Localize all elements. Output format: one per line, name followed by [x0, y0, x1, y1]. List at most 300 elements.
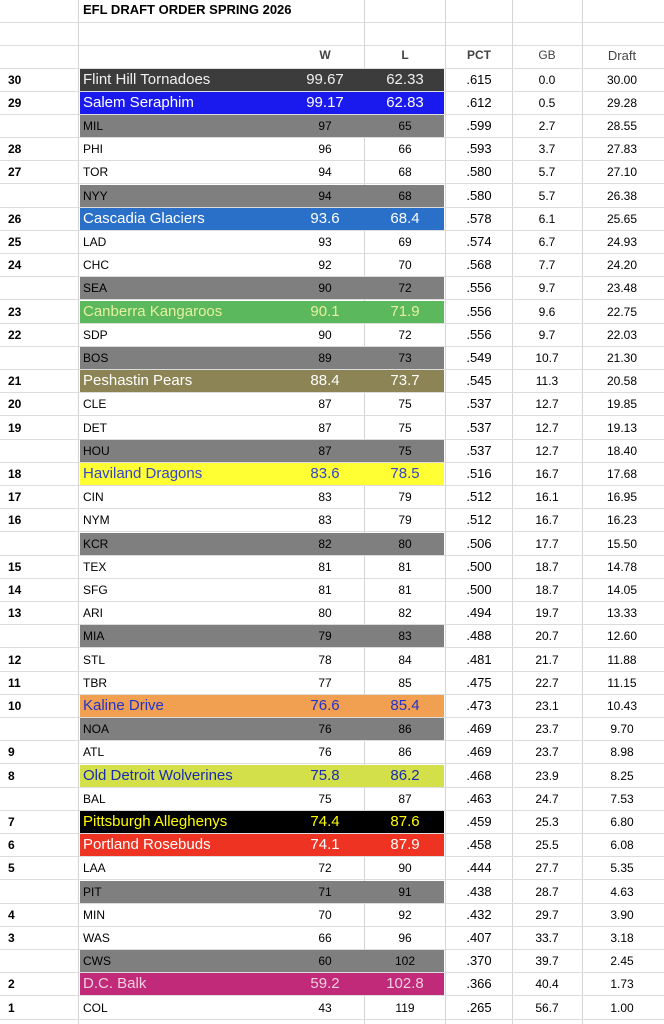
cell-w[interactable]: 94 — [318, 188, 332, 203]
cell-gb[interactable]: 27.7 — [535, 861, 559, 876]
cell-draft[interactable]: 11.15 — [607, 675, 637, 690]
cell-draft[interactable]: 23.48 — [606, 281, 638, 296]
cell-w[interactable]: 76 — [318, 745, 332, 760]
cell-pick[interactable] — [8, 185, 68, 207]
cell-pct[interactable]: .612 — [466, 94, 492, 110]
cell-draft[interactable]: 14.05 — [606, 582, 638, 597]
cell-pick[interactable]: 6 — [8, 838, 15, 853]
cell-l[interactable]: 86.2 — [390, 766, 420, 784]
cell-w[interactable]: 92 — [318, 258, 332, 273]
cell-team[interactable]: Canberra Kangaroos — [83, 302, 223, 320]
cell-gb[interactable]: 56.7 — [535, 1000, 559, 1015]
cell-gb[interactable]: 9.7 — [538, 281, 556, 296]
cell-pick[interactable]: 8 — [8, 768, 15, 783]
cell-gb[interactable]: 33.7 — [535, 930, 559, 945]
cell-w[interactable]: 83.6 — [310, 464, 340, 482]
cell-l[interactable]: 78.5 — [390, 464, 420, 482]
cell-team[interactable]: SEA — [83, 281, 108, 296]
cell-gb[interactable]: 23.7 — [535, 722, 559, 737]
cell-pick[interactable]: 13 — [8, 606, 22, 621]
cell-w[interactable]: 81 — [318, 582, 332, 597]
cell-l[interactable]: 87.9 — [390, 836, 420, 854]
cell-pick[interactable]: 1 — [8, 1000, 15, 1015]
sheet-title[interactable]: EFL DRAFT ORDER SPRING 2026 — [83, 2, 292, 17]
cell-draft[interactable]: 4.63 — [610, 884, 634, 899]
cell-pct[interactable]: .537 — [466, 396, 492, 412]
cell-w[interactable]: 76.6 — [310, 696, 340, 714]
cell-draft[interactable]: 12.60 — [606, 629, 638, 644]
cell-pct[interactable]: .516 — [466, 465, 492, 481]
cell-w[interactable]: 94 — [318, 165, 332, 180]
cell-gb[interactable]: 12.7 — [535, 397, 559, 412]
cell-draft[interactable]: 22.75 — [606, 304, 638, 319]
cell-w[interactable]: 77 — [318, 675, 332, 690]
cell-w[interactable]: 43 — [318, 1000, 332, 1015]
cell-pct[interactable]: .556 — [466, 326, 492, 342]
cell-draft[interactable]: 20.58 — [606, 374, 638, 389]
cell-l[interactable]: 73 — [398, 350, 412, 365]
cell-l[interactable]: 75 — [398, 397, 412, 412]
cell-pick[interactable] — [8, 347, 68, 369]
cell-pick[interactable]: 11 — [8, 675, 21, 690]
cell-team[interactable]: D.C. Balk — [83, 975, 147, 993]
cell-gb[interactable]: 9.6 — [538, 304, 556, 319]
cell-w[interactable]: 83 — [318, 490, 332, 505]
cell-pick[interactable] — [8, 533, 68, 555]
cell-pick[interactable]: 7 — [8, 814, 15, 829]
cell-w[interactable]: 72 — [318, 861, 332, 876]
cell-l[interactable]: 91 — [398, 884, 412, 899]
header-l[interactable]: L — [401, 48, 409, 62]
cell-team[interactable]: PHI — [83, 142, 104, 157]
cell-pct[interactable]: .556 — [466, 280, 492, 296]
cell-pick[interactable]: 22 — [8, 327, 22, 342]
cell-l[interactable]: 82 — [398, 606, 412, 621]
cell-pct[interactable]: .458 — [466, 837, 492, 853]
cell-l[interactable]: 85.4 — [390, 696, 420, 714]
cell-pct[interactable]: .265 — [466, 999, 492, 1015]
cell-gb[interactable]: 28.7 — [535, 884, 559, 899]
cell-draft[interactable]: 30.00 — [606, 72, 638, 87]
cell-w[interactable]: 82 — [318, 536, 332, 551]
cell-pick[interactable]: 4 — [8, 907, 15, 922]
cell-pct[interactable]: .469 — [466, 744, 492, 760]
cell-pick[interactable] — [8, 718, 68, 740]
cell-gb[interactable]: 19.7 — [535, 606, 559, 621]
cell-gb[interactable]: 7.7 — [538, 258, 556, 273]
cell-gb[interactable]: 24.7 — [535, 791, 559, 806]
cell-gb[interactable]: 23.7 — [535, 745, 559, 760]
cell-pct[interactable]: .444 — [466, 860, 492, 876]
cell-pick[interactable] — [8, 115, 68, 137]
cell-team[interactable]: Haviland Dragons — [83, 464, 203, 482]
cell-draft[interactable]: 15.50 — [606, 536, 638, 551]
table-row — [0, 811, 664, 834]
cell-team[interactable]: NYY — [83, 188, 108, 203]
cell-gb[interactable]: 16.1 — [535, 490, 559, 505]
cell-pct[interactable]: .615 — [466, 71, 492, 87]
cell-l[interactable]: 69 — [398, 234, 412, 249]
cell-draft[interactable]: 10.43 — [606, 698, 638, 713]
cell-pick[interactable] — [8, 881, 68, 903]
cell-team[interactable]: MIN — [83, 907, 105, 922]
cell-l[interactable]: 87 — [398, 791, 412, 806]
cell-w[interactable]: 60 — [318, 954, 332, 969]
cell-pct[interactable]: .481 — [466, 651, 492, 667]
cell-pick[interactable]: 15 — [8, 559, 22, 574]
cell-team[interactable]: KCR — [83, 536, 109, 551]
cell-pct[interactable]: .500 — [466, 558, 492, 574]
cell-gb[interactable]: 22.7 — [535, 675, 559, 690]
cell-team[interactable]: ATL — [83, 745, 105, 760]
cell-l[interactable]: 92 — [398, 907, 412, 922]
cell-l[interactable]: 62.33 — [386, 70, 424, 88]
cell-team[interactable]: Peshastin Pears — [83, 372, 193, 390]
cell-pct[interactable]: .578 — [466, 210, 492, 226]
cell-w[interactable]: 87 — [318, 443, 332, 458]
cell-draft[interactable]: 11.88 — [607, 652, 637, 667]
cell-l[interactable]: 86 — [398, 722, 412, 737]
cell-team[interactable]: MIL — [83, 118, 104, 133]
cell-w[interactable]: 75 — [318, 791, 332, 806]
cell-pick[interactable]: 5 — [8, 861, 15, 876]
cell-draft[interactable]: 19.13 — [606, 420, 638, 435]
cell-l[interactable]: 87.6 — [390, 812, 420, 830]
cell-pick[interactable] — [8, 788, 68, 810]
cell-w[interactable]: 90 — [318, 327, 332, 342]
cell-l[interactable]: 72 — [398, 281, 412, 296]
cell-team[interactable]: Cascadia Glaciers — [83, 209, 205, 227]
cell-team[interactable]: BOS — [83, 350, 109, 365]
cell-draft[interactable]: 6.80 — [610, 814, 634, 829]
cell-team[interactable]: HOU — [83, 443, 110, 458]
cell-pct[interactable]: .500 — [466, 581, 492, 597]
cell-pick[interactable]: 30 — [8, 72, 22, 87]
cell-gb[interactable]: 16.7 — [535, 513, 559, 528]
cell-draft[interactable]: 24.93 — [606, 234, 638, 249]
cell-draft[interactable]: 1.00 — [610, 1000, 634, 1015]
cell-pick[interactable] — [8, 277, 68, 299]
cell-pct[interactable]: .438 — [466, 883, 492, 899]
cell-gb[interactable]: 10.7 — [535, 350, 559, 365]
cell-w[interactable]: 76 — [318, 722, 332, 737]
cell-team[interactable]: Flint Hill Tornadoes — [83, 70, 211, 88]
cell-pct[interactable]: .512 — [466, 489, 492, 505]
cell-gb[interactable]: 18.7 — [535, 582, 559, 597]
header-w[interactable]: W — [319, 48, 331, 62]
cell-l[interactable]: 81 — [398, 582, 412, 597]
cell-gb[interactable]: 5.7 — [538, 165, 556, 180]
cell-draft[interactable]: 6.08 — [610, 838, 634, 853]
cell-w[interactable]: 70 — [318, 907, 332, 922]
cell-w[interactable]: 93.6 — [310, 209, 340, 227]
cell-team[interactable]: CIN — [83, 490, 104, 505]
cell-pct[interactable]: .580 — [466, 164, 492, 180]
cell-draft[interactable]: 17.68 — [606, 466, 638, 481]
cell-pct[interactable]: .537 — [466, 442, 492, 458]
cell-w[interactable]: 74.4 — [310, 812, 340, 830]
cell-l[interactable]: 90 — [398, 861, 412, 876]
cell-team[interactable]: Portland Rosebuds — [83, 836, 211, 854]
cell-pick[interactable]: 29 — [8, 95, 22, 110]
cell-pick[interactable]: 14 — [8, 582, 22, 597]
cell-draft[interactable]: 14.78 — [606, 559, 638, 574]
cell-l[interactable]: 72 — [398, 327, 412, 342]
cell-pct[interactable]: .568 — [466, 257, 492, 273]
cell-w[interactable]: 96 — [318, 142, 332, 157]
cell-w[interactable]: 59.2 — [310, 975, 340, 993]
cell-pct[interactable]: .545 — [466, 373, 492, 389]
cell-pick[interactable]: 12 — [8, 652, 22, 667]
cell-pick[interactable]: 23 — [8, 304, 22, 319]
cell-pct[interactable]: .580 — [466, 187, 492, 203]
cell-draft[interactable]: 1.73 — [610, 977, 634, 992]
cell-l[interactable]: 119 — [395, 1000, 415, 1015]
cell-l[interactable]: 73.7 — [390, 372, 420, 390]
cell-team[interactable]: DET — [83, 420, 107, 435]
cell-pct[interactable]: .556 — [466, 303, 492, 319]
cell-w[interactable]: 93 — [318, 234, 332, 249]
cell-w[interactable]: 87 — [318, 420, 332, 435]
cell-gb[interactable]: 12.7 — [535, 443, 559, 458]
cell-pick[interactable]: 18 — [8, 466, 22, 481]
cell-gb[interactable]: 2.7 — [538, 118, 556, 133]
cell-pct[interactable]: .463 — [466, 790, 492, 806]
cell-draft[interactable]: 27.83 — [606, 142, 638, 157]
cell-pick[interactable]: 19 — [8, 420, 22, 435]
cell-pct[interactable]: .475 — [466, 674, 492, 690]
cell-team[interactable]: TOR — [83, 165, 109, 180]
cell-pick[interactable]: 24 — [8, 258, 22, 273]
cell-l[interactable]: 79 — [398, 490, 412, 505]
cell-l[interactable]: 66 — [398, 142, 412, 157]
cell-l[interactable]: 84 — [398, 652, 412, 667]
cell-w[interactable]: 80 — [318, 606, 332, 621]
cell-gb[interactable]: 6.7 — [538, 234, 556, 249]
cell-pick[interactable]: 20 — [8, 397, 22, 412]
cell-team[interactable]: LAA — [83, 861, 106, 876]
cell-w[interactable]: 75.8 — [310, 766, 340, 784]
cell-pick[interactable]: 27 — [8, 165, 22, 180]
cell-w[interactable]: 97 — [318, 118, 332, 133]
cell-gb[interactable]: 40.4 — [535, 977, 559, 992]
cell-team[interactable]: CLE — [83, 397, 107, 412]
cell-pct[interactable]: .574 — [466, 233, 492, 249]
cell-draft[interactable]: 7.53 — [610, 791, 634, 806]
cell-team[interactable]: Kaline Drive — [83, 696, 164, 714]
cell-l[interactable]: 68 — [398, 188, 412, 203]
cell-pick[interactable]: 25 — [8, 234, 22, 249]
cell-team[interactable]: Old Detroit Wolverines — [83, 766, 233, 784]
cell-draft[interactable]: 8.98 — [610, 745, 634, 760]
cell-draft[interactable]: 13.33 — [606, 606, 638, 621]
cell-draft[interactable]: 27.10 — [606, 165, 638, 180]
cell-w[interactable]: 87 — [318, 397, 332, 412]
cell-gb[interactable]: 0.0 — [538, 72, 556, 87]
header-pct[interactable]: PCT — [467, 48, 491, 62]
cell-gb[interactable]: 39.7 — [535, 954, 559, 969]
cell-draft[interactable]: 16.95 — [606, 490, 638, 505]
cell-draft[interactable]: 29.28 — [606, 95, 638, 110]
cell-draft[interactable]: 19.85 — [606, 397, 638, 412]
cell-team[interactable]: COL — [83, 1000, 108, 1015]
cell-pick[interactable]: 21 — [8, 374, 22, 389]
cell-gb[interactable]: 17.7 — [535, 536, 559, 551]
cell-draft[interactable]: 25.65 — [606, 211, 638, 226]
cell-l[interactable]: 71.9 — [390, 302, 420, 320]
cell-pct[interactable]: .469 — [466, 721, 492, 737]
cell-pick[interactable]: 26 — [8, 211, 22, 226]
cell-pct[interactable]: .593 — [466, 141, 492, 157]
cell-w[interactable]: 89 — [318, 350, 332, 365]
cell-team[interactable]: NOA — [83, 722, 110, 737]
cell-team[interactable]: TEX — [83, 559, 107, 574]
cell-gb[interactable]: 23.9 — [535, 768, 559, 783]
cell-draft[interactable]: 3.90 — [610, 907, 634, 922]
cell-pick[interactable]: 28 — [8, 142, 22, 157]
cell-pick[interactable]: 9 — [8, 745, 15, 760]
cell-pct[interactable]: .432 — [466, 906, 492, 922]
cell-team[interactable]: Pittsburgh Alleghenys — [83, 812, 228, 830]
cell-w[interactable]: 78 — [318, 652, 332, 667]
cell-pct[interactable]: .370 — [466, 953, 492, 969]
cell-team[interactable]: Salem Seraphim — [83, 93, 194, 111]
cell-team[interactable]: SDP — [83, 327, 108, 342]
cell-w[interactable]: 79 — [318, 629, 332, 644]
cell-pick[interactable]: 16 — [8, 513, 22, 528]
cell-w[interactable]: 81 — [318, 559, 332, 574]
cell-w[interactable]: 99.17 — [306, 93, 344, 111]
cell-pct[interactable]: .366 — [466, 976, 492, 992]
cell-team[interactable]: BAL — [83, 791, 106, 806]
cell-l[interactable]: 70 — [398, 258, 412, 273]
cell-pick[interactable] — [8, 950, 68, 972]
cell-team[interactable]: SFG — [83, 582, 108, 597]
cell-w[interactable]: 74.1 — [310, 836, 340, 854]
cell-l[interactable]: 102 — [394, 954, 416, 969]
cell-pick[interactable]: 10 — [8, 698, 22, 713]
table-row — [0, 904, 664, 927]
cell-team[interactable]: NYM — [83, 513, 110, 528]
cell-gb[interactable]: 0.5 — [538, 95, 556, 110]
cell-l[interactable]: 75 — [398, 420, 412, 435]
header-draft[interactable]: Draft — [607, 48, 637, 63]
cell-draft[interactable]: 5.35 — [610, 861, 634, 876]
cell-draft[interactable]: 16.23 — [606, 513, 638, 528]
cell-l[interactable]: 75 — [398, 443, 412, 458]
cell-gb[interactable]: 20.7 — [535, 629, 559, 644]
cell-draft[interactable]: 26.38 — [606, 188, 638, 203]
cell-l[interactable]: 80 — [398, 536, 412, 551]
cell-pct[interactable]: .549 — [466, 349, 492, 365]
cell-team[interactable]: ARI — [83, 606, 104, 621]
cell-l[interactable]: 81 — [398, 559, 412, 574]
cell-pick[interactable] — [8, 625, 68, 647]
table-row — [0, 602, 664, 625]
cell-pct[interactable]: .473 — [466, 697, 492, 713]
cell-w[interactable]: 66 — [318, 930, 332, 945]
cell-pct[interactable]: .494 — [466, 605, 492, 621]
cell-w[interactable]: 99.67 — [306, 70, 344, 88]
cell-pick[interactable]: 3 — [8, 930, 15, 945]
cell-pick[interactable]: 17 — [8, 490, 22, 505]
cell-pct[interactable]: .459 — [466, 813, 492, 829]
cell-draft[interactable]: 3.18 — [610, 930, 634, 945]
cell-pct[interactable]: .512 — [466, 512, 492, 528]
cell-gb[interactable]: 25.5 — [535, 838, 559, 853]
table-row — [0, 347, 664, 370]
cell-pick[interactable] — [8, 440, 68, 462]
cell-l[interactable]: 102.8 — [386, 975, 424, 993]
table-row — [0, 417, 664, 440]
cell-w[interactable]: 90.1 — [310, 302, 340, 320]
cell-l[interactable]: 68 — [398, 165, 412, 180]
cell-gb[interactable]: 3.7 — [538, 142, 556, 157]
cell-team[interactable]: LAD — [83, 234, 107, 249]
table-row — [0, 393, 664, 416]
cell-w[interactable]: 83 — [318, 513, 332, 528]
cell-l[interactable]: 85 — [398, 675, 412, 690]
cell-w[interactable]: 71 — [318, 884, 332, 899]
cell-l[interactable]: 65 — [398, 118, 412, 133]
cell-gb[interactable]: 29.7 — [535, 907, 559, 922]
cell-w[interactable]: 88.4 — [310, 372, 340, 390]
cell-draft[interactable]: 21.30 — [606, 350, 638, 365]
cell-pct[interactable]: .407 — [466, 929, 492, 945]
cell-gb[interactable]: 18.7 — [535, 559, 559, 574]
cell-gb[interactable]: 11.3 — [535, 374, 559, 389]
cell-team[interactable]: CHC — [83, 258, 109, 273]
cell-gb[interactable]: 23.1 — [535, 698, 559, 713]
cell-team[interactable]: PIT — [83, 884, 102, 899]
header-gb[interactable]: GB — [538, 48, 556, 62]
cell-draft[interactable]: 8.25 — [610, 768, 634, 783]
cell-l[interactable]: 79 — [398, 513, 412, 528]
cell-gb[interactable]: 6.1 — [538, 211, 556, 226]
cell-w[interactable]: 90 — [318, 281, 332, 296]
cell-gb[interactable]: 16.7 — [535, 466, 559, 481]
cell-team[interactable]: TBR — [83, 675, 107, 690]
cell-l[interactable]: 96 — [398, 930, 412, 945]
cell-pick[interactable]: 2 — [8, 977, 15, 992]
cell-team[interactable]: MIA — [83, 629, 105, 644]
cell-l[interactable]: 83 — [398, 629, 412, 644]
cell-draft[interactable]: 28.55 — [606, 118, 638, 133]
cell-gb[interactable]: 9.7 — [538, 327, 556, 342]
cell-gb[interactable]: 12.7 — [535, 420, 559, 435]
cell-l[interactable]: 62.83 — [386, 93, 424, 111]
table-row — [0, 115, 664, 138]
cell-draft[interactable]: 2.45 — [610, 954, 634, 969]
cell-pct[interactable]: .599 — [466, 117, 492, 133]
cell-l[interactable]: 68.4 — [390, 209, 420, 227]
cell-draft[interactable]: 24.20 — [606, 258, 638, 273]
cell-draft[interactable]: 9.70 — [610, 722, 634, 737]
cell-team[interactable]: STL — [83, 652, 106, 667]
cell-pct[interactable]: .488 — [466, 628, 492, 644]
cell-gb[interactable]: 25.3 — [535, 814, 559, 829]
cell-gb[interactable]: 5.7 — [538, 188, 556, 203]
cell-gb[interactable]: 21.7 — [535, 652, 559, 667]
cell-team[interactable]: CWS — [83, 954, 111, 969]
cell-pct[interactable]: .506 — [466, 535, 492, 551]
cell-l[interactable]: 86 — [398, 745, 412, 760]
cell-draft[interactable]: 18.40 — [606, 443, 638, 458]
cell-draft[interactable]: 22.03 — [606, 327, 638, 342]
cell-pct[interactable]: .537 — [466, 419, 492, 435]
cell-pct[interactable]: .468 — [466, 767, 492, 783]
cell-team[interactable]: WAS — [83, 930, 110, 945]
